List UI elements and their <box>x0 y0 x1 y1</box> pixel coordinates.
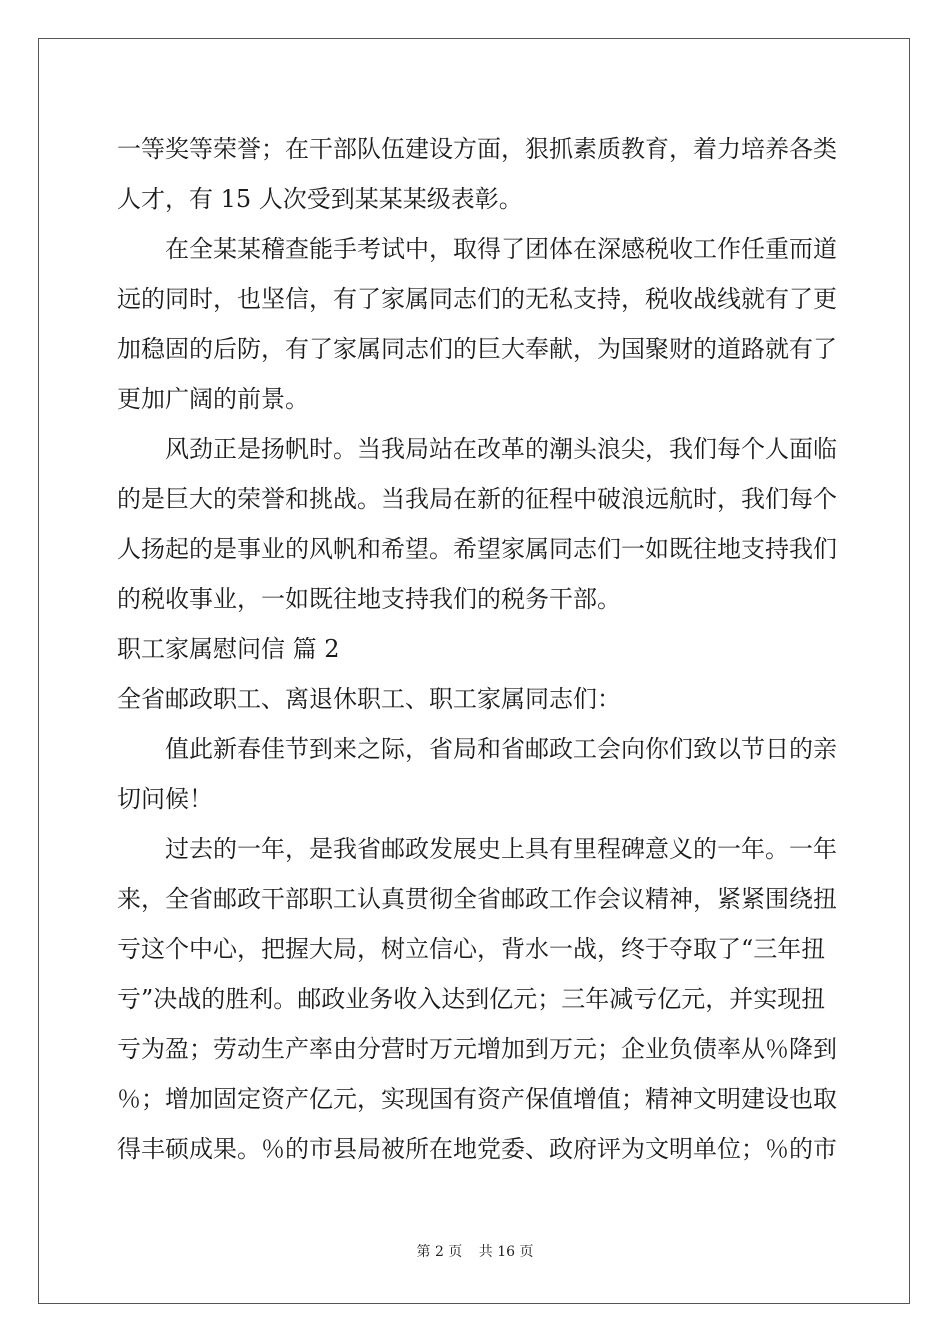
page-number: 第 2 页 <box>416 1244 463 1260</box>
paragraph-start-line: 过去的一年，是我省邮政发展史上具有里程碑意义的一年。一年 <box>165 835 837 863</box>
text-line: 一等奖等荣誉；在干部队伍建设方面，狠抓素质教育，着力培养各类 <box>117 135 837 163</box>
text-line: 亏”决战的胜利。邮政业务收入达到亿元；三年减亏亿元，并实现扭 <box>117 985 826 1013</box>
paragraph-start-line: 值此新春佳节到来之际，省局和省邮政工会向你们致以节日的亲 <box>165 735 837 763</box>
page-footer <box>0 1241 950 1261</box>
text-line: 的税收事业，一如既往地支持我们的税务干部。 <box>117 585 621 613</box>
text-line: 亏为盈；劳动生产率由分营时万元增加到万元；企业负债率从％降到 <box>117 1035 837 1063</box>
text-line: 来，全省邮政干部职工认真贯彻全省邮政工作会议精神，紧紧围绕扭 <box>117 885 837 913</box>
text-line: 远的同时，也坚信，有了家属同志们的无私支持，税收战线就有了更 <box>117 285 837 313</box>
text-line: 人才，有 15 人次受到某某某级表彰。 <box>117 185 523 213</box>
text-line: ％；增加固定资产亿元，实现国有资产保值增值；精神文明建设也取 <box>117 1085 837 1113</box>
text-line: 得丰硕成果。％的市县局被所在地党委、政府评为文明单位；％的市 <box>117 1135 837 1163</box>
text-line: 的是巨大的荣誉和挑战。当我局在新的征程中破浪远航时，我们每个 <box>117 485 837 513</box>
text-line: 更加广阔的前景。 <box>117 385 309 413</box>
section-heading: 职工家属慰问信 篇 2 <box>117 635 340 663</box>
text-line: 加稳固的后防，有了家属同志们的巨大奉献，为国聚财的道路就有了 <box>117 335 837 363</box>
salutation-line: 全省邮政职工、离退休职工、职工家属同志们： <box>117 685 621 713</box>
paragraph-start-line: 风劲正是扬帆时。当我局站在改革的潮头浪尖，我们每个人面临 <box>165 435 837 463</box>
page-total: 共 16 页 <box>478 1244 534 1260</box>
document-body <box>117 124 837 1174</box>
text-line: 亏这个中心，把握大局，树立信心，背水一战，终于夺取了“三年扭 <box>117 935 826 963</box>
paragraph-start-line: 在全某某稽查能手考试中，取得了团体在深感税收工作任重而道 <box>165 235 837 263</box>
text-line: 切问候！ <box>117 785 213 813</box>
text-line: 人扬起的是事业的风帆和希望。希望家属同志们一如既往地支持我们 <box>117 535 837 563</box>
